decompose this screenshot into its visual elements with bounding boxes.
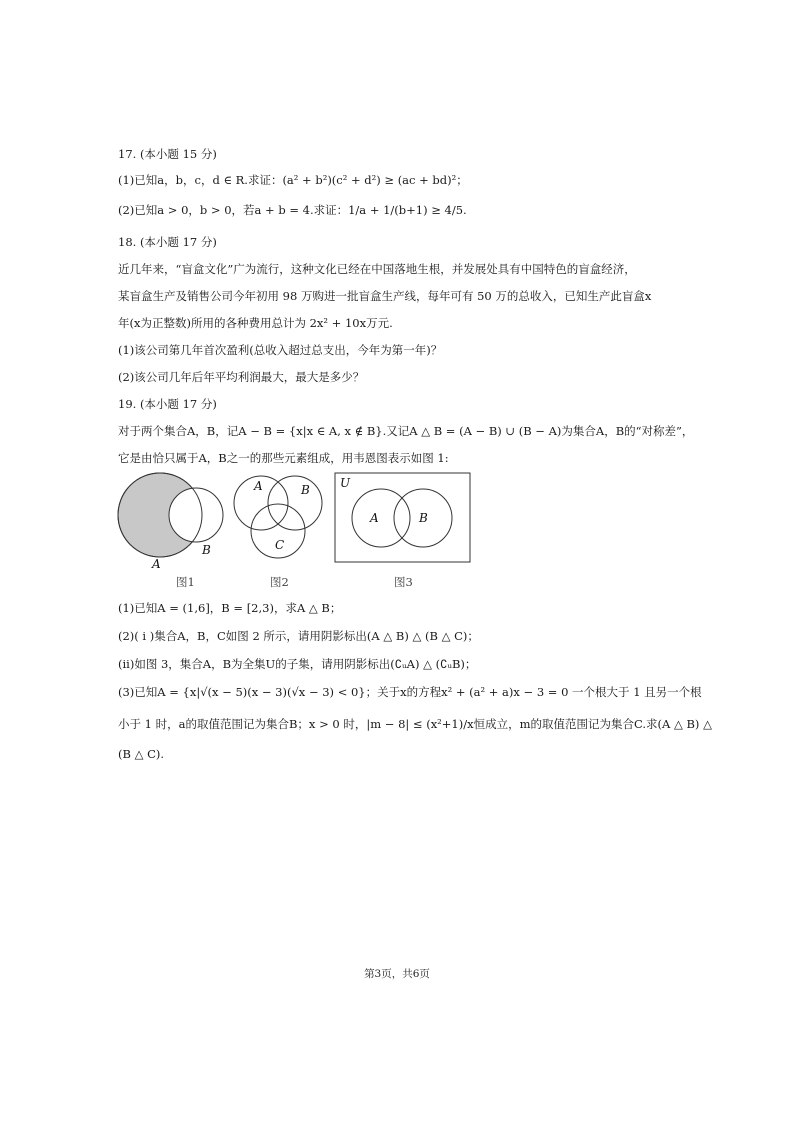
fig2-caption: 图2 xyxy=(270,575,289,589)
problem-19-text-1: 对于两个集合A，B，记A − B = {x|x ∈ A, x ∉ B}.又记A △ B = (A − B) ∪ (B − A)为集合A，B的“对称差”， xyxy=(118,424,694,438)
fig2-label-a: A xyxy=(254,479,263,493)
fig2-label-b: B xyxy=(301,483,310,497)
problem-19-title: 19. (本小题 17 分) xyxy=(118,397,217,411)
venn-figure-2 xyxy=(232,472,328,564)
page-number: 第3页，共6页 xyxy=(364,968,430,980)
fig3-caption: 图3 xyxy=(394,575,413,589)
fig1-label-b: B xyxy=(202,543,211,557)
fig3-circle-a xyxy=(352,489,410,547)
problem-19-part-2-ii: (ii)如图 3，集合A，B为全集U的子集，请用阴影标出(∁ᵤA) △ (∁ᵤB)； xyxy=(118,657,477,671)
problem-18-text-3: 年(x为正整数)所用的各种费用总计为 2x² + 10x万元. xyxy=(118,316,393,330)
problem-18-title: 18. (本小题 17 分) xyxy=(118,235,217,249)
problem-18-part-2: (2)该公司几年后年平均利润最大，最大是多少？ xyxy=(118,370,365,384)
problem-18-text-1: 近几年来，“盲盒文化”广为流行，这种文化已经在中国落地生根，并发展处具有中国特色的盲盒经济， xyxy=(118,262,636,276)
fig3-label-a: A xyxy=(370,511,379,525)
problem-19-part-3-c: (B △ C). xyxy=(118,747,165,761)
problem-19-part-1: (1)已知A = (1,6]，B = [2,3)，求A △ B； xyxy=(118,601,342,615)
problem-18-text-2: 某盲盒生产及销售公司今年初用 98 万购进一批盲盒生产线，每年可有 50 万的总收入，已知生产此盲盒x xyxy=(118,289,652,303)
problem-17-title: 17. (本小题 15 分) xyxy=(118,147,217,161)
problem-18-part-1: (1)该公司第几年首次盈利(总收入超过总支出，今年为第一年)？ xyxy=(118,343,443,357)
problem-19-part-3-a: (3)已知A = {x|√(x − 5)(x − 3)(√x − 3) < 0}；关于x的方程x² + (a² + a)x − 3 = 0 一个根大于 1 且另一个根 xyxy=(118,685,702,699)
problem-19-text-2: 它是由恰只属于A，B之一的那些元素组成，用韦恩图表示如图 1: xyxy=(118,451,449,465)
fig3-label-u: U xyxy=(340,476,351,490)
fig2-circle-b xyxy=(268,476,322,530)
venn-figure-1 xyxy=(114,472,234,572)
problem-19-part-3-b: 小于 1 时，a的取值范围记为集合B；x > 0 时，|m − 8| ≤ (x²+1)/x恒成立，m的取值范围记为集合C.求(A △ B) △ xyxy=(118,717,712,731)
fig2-label-c: C xyxy=(275,538,285,552)
fig1-label-a: A xyxy=(152,557,161,571)
fig3-universe-box xyxy=(335,473,470,562)
venn-figure-3 xyxy=(334,472,472,564)
problem-19-part-2-i: (2)( i )集合A，B，C如图 2 所示，请用阴影标出(A △ B) △ (B △ C)； xyxy=(118,629,479,643)
problem-17-part-2: (2)已知a > 0，b > 0，若a + b = 4.求证：1/a + 1/(b+1) ≥ 4/5. xyxy=(118,203,467,217)
fig3-label-b: B xyxy=(419,511,428,525)
fig1-caption: 图1 xyxy=(176,575,195,589)
problem-17-part-1: (1)已知a，b，c，d ∈ R.求证：(a² + b²)(c² + d²) ≥ (ac + bd)²； xyxy=(118,173,468,187)
